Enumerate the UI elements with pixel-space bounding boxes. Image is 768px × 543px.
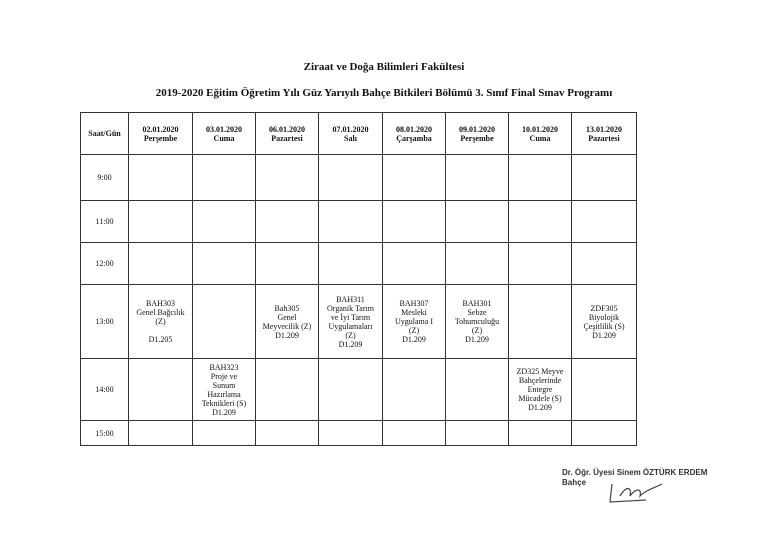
day-header [509, 113, 572, 155]
empty-cell [383, 359, 446, 421]
empty-cell [129, 243, 193, 285]
empty-cell [193, 201, 256, 243]
time-cell: 12:00 [81, 243, 129, 285]
exam-schedule-title: 2019-2020 Eğitim Öğretim Yılı Güz Yarıyılı Bahçe Bitkileri Bölümü 3. Sınıf Final Sınav Programı [155, 87, 613, 99]
exam-line: ve İyi Tarım [330, 312, 371, 322]
time-cell: 14:00 [81, 359, 129, 421]
empty-cell [383, 421, 446, 446]
header-row [81, 113, 637, 155]
exam-line: Proje ve [210, 371, 238, 381]
exam-line: Biyolojik [588, 312, 620, 322]
exam-line: Meyvecilik (Z) [262, 321, 312, 331]
exam-line: ZD325 Meyve [516, 367, 564, 376]
signature-department: Bahçe [562, 478, 587, 487]
day-name: Perşembe [460, 133, 494, 143]
exam-line: D1.209 [465, 335, 489, 344]
day-name: Pazartesi [588, 133, 620, 143]
empty-cell [319, 201, 383, 243]
table-row [81, 155, 637, 201]
exam-line: Teknikleri (S) [201, 398, 247, 408]
exam-line: D1.205 [148, 335, 173, 344]
day-header [572, 113, 637, 155]
empty-cell [446, 421, 509, 446]
exam-line: Sebze [467, 308, 487, 317]
exam-line: ZDF305 [590, 303, 618, 313]
day-name: Pazartesi [271, 133, 303, 143]
exam-cell [256, 285, 319, 359]
empty-cell [509, 201, 572, 243]
empty-cell [446, 155, 509, 201]
exam-line: BAH323 [209, 362, 239, 372]
empty-cell [509, 285, 572, 359]
handwritten-signature [606, 478, 666, 506]
day-name: Cuma [213, 133, 235, 143]
empty-cell [572, 243, 637, 285]
exam-line: Uygulama I [395, 317, 433, 326]
day-header [383, 113, 446, 155]
empty-cell [193, 243, 256, 285]
empty-cell [572, 155, 637, 201]
day-date: 02.01.2020 [142, 124, 179, 134]
table-row [81, 243, 637, 285]
empty-cell [383, 155, 446, 201]
exam-line: Tohumculuğu [454, 317, 500, 326]
day-date: 10.01.2020 [522, 124, 558, 134]
empty-cell [319, 359, 383, 421]
exam-line: (Z) [345, 330, 356, 340]
exam-line: Organik Tarım [327, 303, 374, 313]
exam-line: Entegre [527, 385, 553, 394]
day-header [446, 113, 509, 155]
empty-cell [256, 201, 319, 243]
table-row [81, 359, 637, 421]
day-date: 09.01.2020 [459, 124, 495, 134]
exam-line: (Z) [408, 326, 420, 335]
empty-cell [256, 359, 319, 421]
day-header [193, 113, 256, 155]
empty-cell [193, 421, 256, 446]
exam-cell [319, 285, 383, 359]
table-row [81, 201, 637, 243]
exam-line: Sunum [212, 380, 236, 390]
exam-cell [446, 285, 509, 359]
exam-cell [509, 359, 572, 421]
exam-schedule-table [80, 112, 637, 446]
exam-line: Bahçelerinde [518, 376, 562, 385]
empty-cell [319, 421, 383, 446]
empty-cell [129, 201, 193, 243]
empty-cell [446, 359, 509, 421]
exam-line: Genel [277, 312, 297, 322]
exam-cell [193, 359, 256, 421]
exam-line: Mesleki [401, 308, 427, 317]
empty-cell [193, 285, 256, 359]
empty-cell [572, 359, 637, 421]
exam-line: Uygulamaları [328, 321, 373, 331]
exam-line: Mücadele (S) [518, 394, 562, 403]
faculty-title: Ziraat ve Doğa Bilimleri Fakültesi [303, 61, 465, 73]
exam-line: D1.209 [402, 335, 426, 344]
exam-line: BAH311 [336, 294, 365, 304]
exam-line: BAH301 [462, 299, 492, 308]
time-cell: 11:00 [81, 201, 129, 243]
exam-line: (Z) [471, 326, 483, 335]
exam-line: D1.209 [275, 330, 299, 340]
exam-cell [572, 285, 637, 359]
exam-line: D1.209 [592, 330, 616, 340]
day-name: Cuma [529, 133, 551, 143]
signature-name: Dr. Öğr. Üyesi Sinem ÖZTÜRK ERDEM [562, 468, 708, 477]
exam-line: BAH307 [399, 299, 429, 308]
day-name: Salı [344, 133, 357, 143]
day-header [256, 113, 319, 155]
empty-cell [383, 201, 446, 243]
table-row [81, 421, 637, 446]
empty-cell [129, 155, 193, 201]
day-header [129, 113, 193, 155]
empty-cell [509, 421, 572, 446]
day-name: Perşembe [143, 133, 178, 143]
empty-cell [509, 155, 572, 201]
empty-cell [129, 359, 193, 421]
exam-line: Hazırlama [207, 389, 241, 399]
empty-cell [383, 243, 446, 285]
day-date: 06.01.2020 [269, 124, 305, 134]
empty-cell [509, 243, 572, 285]
empty-cell [193, 155, 256, 201]
exam-line: D1.209 [528, 403, 552, 412]
exam-cell [129, 285, 193, 359]
exam-line [129, 326, 192, 335]
exam-line: D1.209 [212, 407, 236, 417]
empty-cell [446, 243, 509, 285]
exam-line: Genel Bağcılık [136, 308, 185, 317]
empty-cell [256, 421, 319, 446]
exam-line: (Z) [155, 317, 166, 326]
exam-line: Çeşitlilik (S) [583, 321, 625, 331]
time-cell: 15:00 [81, 421, 129, 446]
exam-line: BAH303 [146, 299, 175, 308]
exam-cell [383, 285, 446, 359]
day-date: 08.01.2020 [396, 124, 432, 134]
day-date: 13.01.2020 [586, 124, 622, 134]
empty-cell [319, 155, 383, 201]
exam-line: Bah305 [274, 303, 300, 313]
exam-line: D1.209 [338, 339, 363, 349]
empty-cell [572, 201, 637, 243]
day-date: 07.01.2020 [332, 124, 369, 134]
day-date: 03.01.2020 [206, 124, 242, 134]
table-row [81, 285, 637, 359]
empty-cell [129, 421, 193, 446]
empty-cell [256, 155, 319, 201]
empty-cell [256, 243, 319, 285]
empty-cell [572, 421, 637, 446]
day-header [319, 113, 383, 155]
empty-cell [446, 201, 509, 243]
empty-cell [319, 243, 383, 285]
time-cell: 9:00 [81, 155, 129, 201]
day-name: Çarşamba [396, 133, 432, 143]
time-cell: 13:00 [81, 285, 129, 359]
corner-cell: Saat/Gün [81, 113, 129, 155]
